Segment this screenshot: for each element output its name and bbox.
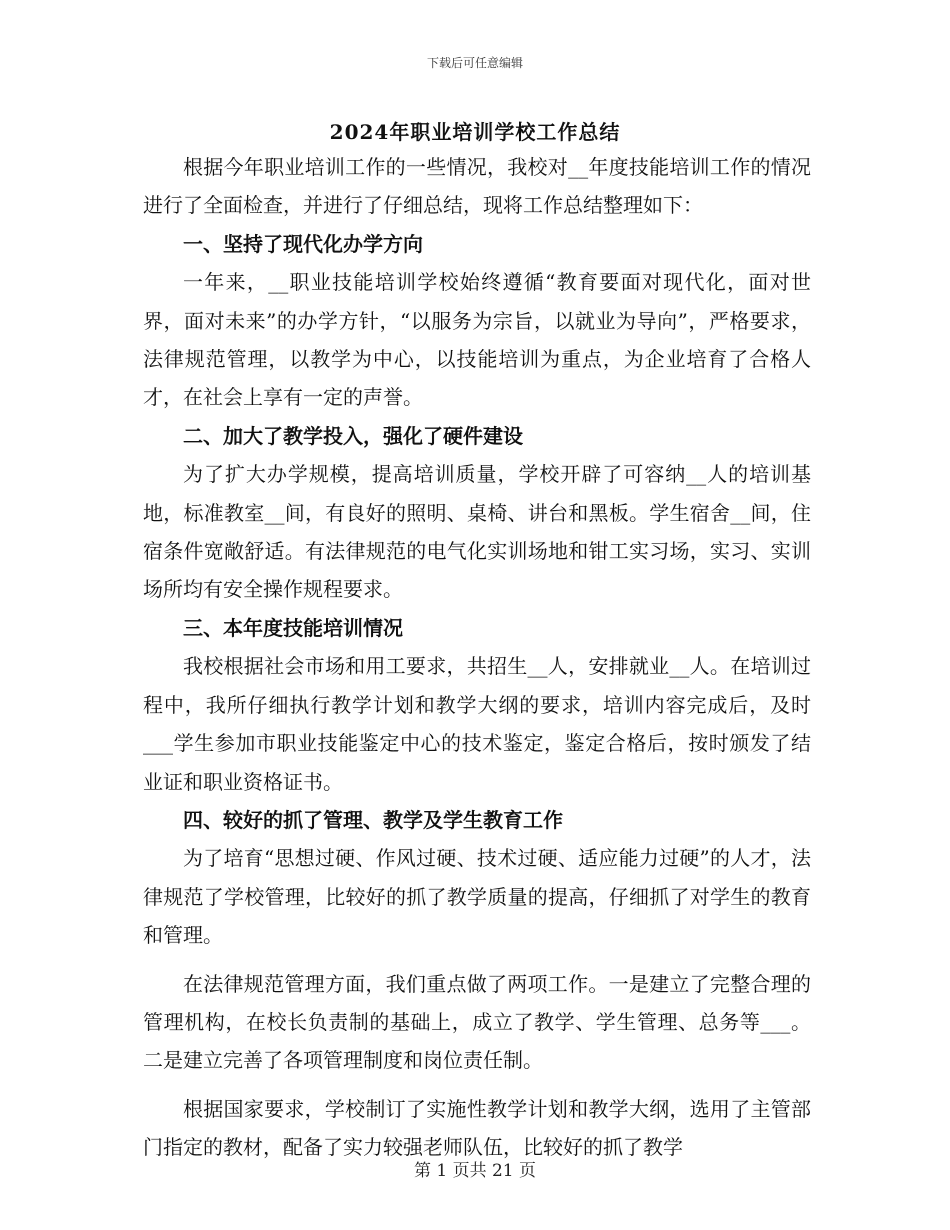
section-4-paragraph-1: 为了培育“思想过硬、作风过硬、技术过硬、适应能力过硬”的人才，法律规范了学校管理，比较好的抓了教学质量的提高，仔细抓了对学生的教育和管理。	[143, 846, 811, 948]
page-number-footer: 第 1 页共 21 页	[413, 1161, 537, 1181]
section-4-paragraph-2: 在法律规范管理方面，我们重点做了两项工作。一是建立了完整合理的管理机构，在校长负责制的基础上，成立了教学、学生管理、总务等___。二是建立完善了各项管理制度和岗位责任制。	[143, 971, 811, 1073]
section-4-paragraph-3: 根据国家要求，学校制订了实施性教学计划和教学大纲，选用了主管部门指定的教材，配备了实力较强老师队伍，比较好的抓了教学	[143, 1096, 811, 1160]
section-4-heading: 四、较好的抓了管理、教学及学生教育工作	[183, 807, 563, 832]
section-1-heading: 一、坚持了现代化办学方向	[183, 231, 423, 256]
intro-paragraph: 根据今年职业培训工作的一些情况，我校对__年度技能培训工作的情况进行了全面检查，并进行了仔细总结，现将工作总结整理如下：	[143, 155, 811, 218]
section-2-heading: 二、加大了教学投入，强化了硬件建设	[183, 423, 523, 448]
section-2-paragraph-1: 为了扩大办学规模，提高培训质量，学校开辟了可容纳__人的培训基地，标准教室__间，有良好的照明、桌椅、讲台和黑板。学生宿舍__间，住宿条件宽敞舒适。有法律规范的电气化实训场地和钳工实习场，实习、实训场所均有安全操作规程要求。	[143, 462, 811, 602]
document-body	[143, 148, 811, 1167]
section-1-paragraph-1: 一年来，__职业技能培训学校始终遵循“教育要面对现代化，面对世界，面对未来”的办学方针，“以服务为宗旨，以就业为导向”，严格要求，法律规范管理，以教学为中心，以技能培训为重点，为企业培育了合格人才，在社会上享有一定的声誉。	[143, 270, 811, 410]
section-3-paragraph-1: 我校根据社会市场和用工要求，共招生__人，安排就业__人。在培训过程中，我所仔细执行教学计划和教学大纲的要求，培训内容完成后，及时___学生参加市职业技能鉴定中心的技术鉴定，鉴定合格后，按时颁发了结业证和职业资格证书。	[143, 654, 811, 794]
section-3-heading: 三、本年度技能培训情况	[183, 615, 403, 640]
header-note: 下载后可任意编辑	[426, 56, 523, 70]
document-title: 2024年职业培训学校工作总结	[329, 120, 621, 144]
